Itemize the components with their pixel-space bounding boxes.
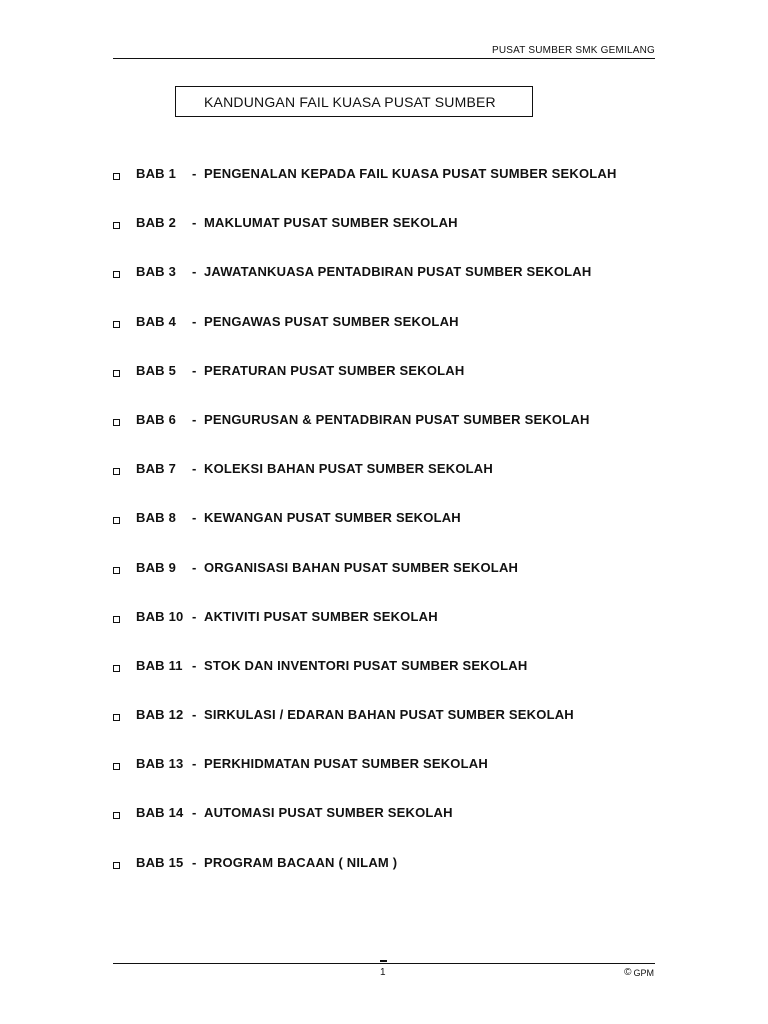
square-bullet-icon [113,567,120,574]
toc-item [113,707,617,756]
toc-chapter-title: JAWATANKUASA PENTADBIRAN PUSAT SUMBER SEKOLAH [204,264,592,280]
toc-separator: - [192,756,197,772]
square-bullet-icon [113,714,120,721]
square-bullet-icon [113,370,120,377]
toc-chapter-title: PENGURUSAN & PENTADBIRAN PUSAT SUMBER SEKOLAH [204,411,590,427]
copyright-icon: © [624,967,632,978]
toc-chapter-number: BAB 1 [136,166,177,181]
toc-separator: - [192,411,197,427]
toc-chapter-number: BAB 11 [136,657,183,673]
square-bullet-icon [113,763,120,770]
square-bullet-icon [113,419,120,426]
table-of-contents [113,166,617,904]
toc-chapter-number: BAB 3 [136,264,177,280]
square-bullet-icon [113,862,120,869]
toc-chapter-title: PERATURAN PUSAT SUMBER SEKOLAH [204,362,465,378]
toc-item [113,756,617,805]
toc-separator: - [192,707,197,723]
toc-chapter-number: BAB 12 [136,707,184,723]
toc-chapter-number: BAB 4 [136,313,177,329]
toc-item [113,855,617,904]
square-bullet-icon [113,468,120,475]
toc-item [113,215,617,264]
toc-chapter-title: ORGANISASI BAHAN PUSAT SUMBER SEKOLAH [204,559,519,575]
toc-item [113,560,617,609]
square-bullet-icon [113,271,120,278]
toc-separator: - [192,805,197,821]
toc-chapter-number: BAB 13 [136,756,184,772]
toc-item [113,461,617,510]
square-bullet-icon [113,321,120,328]
toc-item [113,805,617,854]
toc-item [113,510,617,559]
toc-chapter-number: BAB 6 [136,411,177,427]
toc-chapter-title: KOLEKSI BAHAN PUSAT SUMBER SEKOLAH [204,461,493,477]
toc-separator: - [192,854,197,870]
square-bullet-icon [113,222,120,229]
toc-chapter-number: BAB 5 [136,362,177,378]
toc-chapter-title: MAKLUMAT PUSAT SUMBER SEKOLAH [204,215,458,231]
toc-separator: - [192,510,197,526]
toc-chapter-title: PROGRAM BACAAN ( NILAM ) [204,854,398,870]
document-title-box [175,86,533,117]
toc-item [113,658,617,707]
square-bullet-icon [113,812,120,819]
toc-chapter-number: BAB 10 [136,608,184,624]
toc-separator: - [192,313,197,329]
toc-item [113,166,617,215]
toc-chapter-number: BAB 9 [136,559,177,575]
toc-separator: - [192,461,197,477]
toc-chapter-title: AUTOMASI PUSAT SUMBER SEKOLAH [204,805,453,821]
toc-chapter-title: AKTIVITI PUSAT SUMBER SEKOLAH [204,608,438,624]
toc-chapter-number: BAB 7 [136,461,177,477]
toc-chapter-title: PENGAWAS PUSAT SUMBER SEKOLAH [204,313,459,329]
toc-chapter-number: BAB 15 [136,854,184,870]
toc-chapter-number: BAB 14 [136,805,184,821]
toc-chapter-title: STOK DAN INVENTORI PUSAT SUMBER SEKOLAH [204,657,528,673]
square-bullet-icon [113,616,120,623]
toc-separator: - [192,559,197,575]
square-bullet-icon [113,665,120,672]
toc-separator: - [192,608,197,624]
header-text: PUSAT SUMBER SMK GEMILANG [492,45,655,56]
header-divider [113,58,655,59]
toc-separator: - [192,215,197,231]
footer-divider [113,963,655,964]
square-bullet-icon [113,517,120,524]
square-bullet-icon [113,173,120,180]
toc-chapter-title: PENGENALAN KEPADA FAIL KUASA PUSAT SUMBER SEKOLAH [204,166,617,181]
toc-chapter-title: SIRKULASI / EDARAN BAHAN PUSAT SUMBER SEKOLAH [204,707,574,723]
toc-chapter-number: BAB 8 [136,510,177,526]
page-number: 1 [380,967,386,978]
toc-separator: - [192,264,197,280]
toc-separator: - [192,166,197,181]
toc-item [113,363,617,412]
toc-chapter-number: BAB 2 [136,215,177,231]
toc-item [113,412,617,461]
toc-chapter-title: PERKHIDMATAN PUSAT SUMBER SEKOLAH [204,756,488,772]
toc-item [113,609,617,658]
footer-mark [380,960,387,962]
toc-chapter-title: KEWANGAN PUSAT SUMBER SEKOLAH [204,510,461,526]
toc-separator: - [192,657,197,673]
toc-item [113,264,617,313]
footer-copyright [624,967,654,978]
toc-separator: - [192,362,197,378]
document-title: KANDUNGAN FAIL KUASA PUSAT SUMBER [204,93,496,110]
copyright-text: GPM [633,967,654,978]
toc-item [113,314,617,363]
